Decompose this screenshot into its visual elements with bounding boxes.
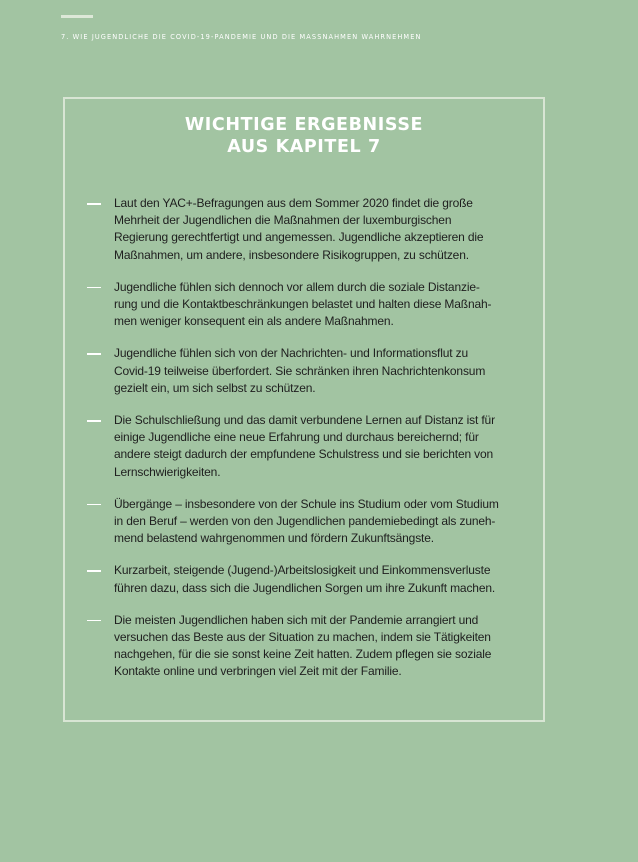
finding-text-line: andere steigt dadurch der empfundene Schulstress und sie berichten von (114, 447, 494, 462)
key-findings-box (63, 97, 545, 722)
finding-text-line: Maßnahmen, um andere, insbesondere Risikogruppen, zu schützen. (114, 247, 469, 262)
finding-text-line: men weniger konsequent ein als andere Maßnahmen. (114, 314, 394, 329)
finding-text-line: mend belastend wahrgenommen und fördern Zukunftsängste. (114, 531, 434, 546)
finding-item (87, 412, 522, 481)
finding-text-line: in den Beruf – werden von den Jugendlichen pandemiebedingt als zuneh- (114, 514, 496, 529)
dash-bullet-icon (87, 420, 101, 422)
finding-item (87, 195, 522, 264)
finding-text-line: versuchen das Beste aus der Situation zu machen, indem sie Tätigkeiten (114, 630, 491, 645)
finding-item (87, 279, 522, 331)
dash-bullet-icon (87, 504, 101, 506)
dash-bullet-icon (87, 570, 101, 572)
finding-text-line: Laut den YAC+-Befragungen aus dem Sommer 2020 findet die große (114, 196, 473, 210)
finding-text-line: Mehrheit der Jugendlichen die Maßnahmen der luxemburgischen (114, 213, 452, 228)
finding-item (87, 345, 522, 397)
box-title (65, 114, 543, 158)
finding-text-line: Jugendliche fühlen sich dennoch vor allem durch die soziale Distanzie- (114, 279, 480, 294)
findings-list (87, 195, 522, 696)
finding-item (87, 496, 522, 548)
dash-bullet-icon (87, 353, 101, 355)
finding-text-line: Kurzarbeit, steigende (Jugend-)Arbeitslosigkeit und Einkommensverluste (114, 563, 491, 578)
finding-item (87, 612, 522, 681)
finding-text-line: rung und die Kontaktbeschränkungen belastet und halten diese Maßnah- (114, 297, 492, 312)
box-title-line-2: AUS KAPITEL 7 (227, 137, 381, 157)
finding-text-line: gezielt ein, um sich selbst zu schützen. (114, 380, 316, 395)
running-header: 7. WIE JUGENDLICHE DIE COVID-19-PANDEMIE UND DIE MASSNAHMEN WAHRNEHMEN (61, 33, 422, 41)
finding-text-line: Die Schulschließung und das damit verbundene Lernen auf Distanz ist für (114, 413, 495, 428)
dash-bullet-icon (87, 287, 101, 289)
finding-text-line: Jugendliche fühlen sich von der Nachrichten- und Informationsflut zu (114, 346, 469, 361)
header-accent-rule (61, 15, 93, 18)
finding-text-line: nachgehen, für die sie sonst keine Zeit hatten. Zudem pflegen sie soziale (114, 647, 492, 662)
finding-text-line: einige Jugendliche eine neue Erfahrung und durchaus bereichernd; für (114, 430, 479, 445)
finding-text-line: Covid-19 teilweise überfordert. Sie schränken ihren Nachrichtenkonsum (114, 363, 486, 378)
dash-bullet-icon (87, 203, 101, 205)
box-title-line-1: WICHTIGE ERGEBNISSE (184, 115, 424, 135)
finding-text-line: führen dazu, dass sich die Jugendlichen Sorgen um ihre Zukunft machen. (114, 580, 496, 595)
finding-text-line: Regierung gerechtfertigt und angemessen. Jugendliche akzeptieren die (114, 230, 484, 245)
finding-text-line: Übergänge – insbesondere von der Schule ins Studium oder vom Studium (114, 496, 499, 511)
finding-item (87, 562, 522, 596)
dash-bullet-icon (87, 620, 101, 622)
finding-text-line: Kontakte online und verbringen viel Zeit mit der Familie. (114, 664, 402, 679)
finding-text-line: Lernschwierigkeiten. (114, 464, 221, 479)
finding-text-line: Die meisten Jugendlichen haben sich mit der Pandemie arrangiert und (114, 612, 479, 627)
